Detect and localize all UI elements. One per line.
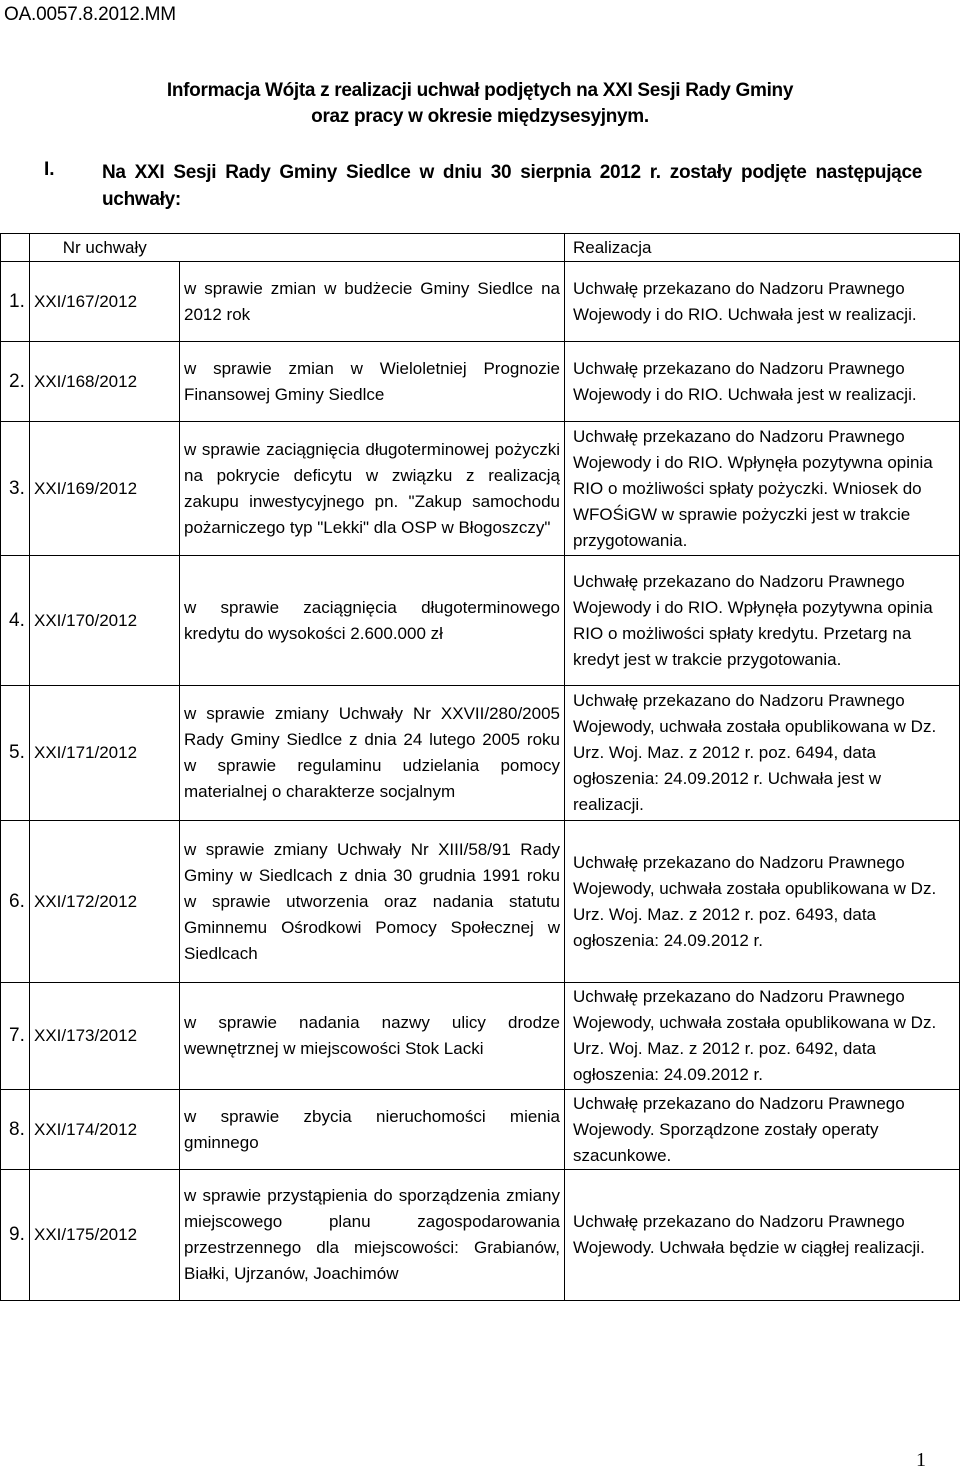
table-row (1, 686, 960, 821)
header-subject (180, 234, 565, 262)
row-index: 2. (1, 342, 30, 422)
header-realization: Realizacja (565, 234, 960, 262)
row-index: 6. (1, 821, 30, 983)
resolution-number: XXI/173/2012 (30, 983, 180, 1090)
table-row (1, 422, 960, 556)
header-index-cell (1, 234, 30, 262)
resolution-realization: Uchwałę przekazano do Nadzoru Prawnego Wojewody i do RIO. Wpłynęła pozytywna opinia RIO o możliwości spłaty pożyczki. Wniosek do WFOŚiGW w sprawie pożyczki jest w trakcie przygotowania. (565, 422, 960, 556)
section-number: I. (44, 159, 55, 180)
document-title-line-1: Informacja Wójta z realizacji uchwał podjętych na XXI Sesji Rady Gminy (166, 80, 794, 101)
resolution-realization: Uchwałę przekazano do Nadzoru Prawnego Wojewody i do RIO. Uchwała jest w realizacji. (565, 342, 960, 422)
row-index: 7. (1, 983, 30, 1090)
resolution-realization: Uchwałę przekazano do Nadzoru Prawnego Wojewody i do RIO. Uchwała jest w realizacji. (565, 262, 960, 342)
resolution-subject: w sprawie zaciągnięcia długoterminowej pożyczki na pokrycie deficytu w związku z realizacją zakupu inwestycyjnego pn. "Zakup samochodu pożarniczego typ "Lekki" dla OSP w Błogoszczy" (180, 422, 565, 556)
resolution-number: XXI/171/2012 (30, 686, 180, 821)
resolution-number: XXI/168/2012 (30, 342, 180, 422)
resolution-number: XXI/170/2012 (30, 556, 180, 686)
table-row (1, 1170, 960, 1301)
table-row (1, 821, 960, 983)
table-row (1, 1090, 960, 1170)
row-index: 1. (1, 262, 30, 342)
resolutions-table (0, 233, 960, 1301)
resolution-number: XXI/175/2012 (30, 1170, 180, 1301)
row-index: 9. (1, 1170, 30, 1301)
resolution-subject: w sprawie przystąpienia do sporządzenia zmiany miejscowego planu zagospodarowania przestrzennego dla miejscowości: Grabianów, Białki, Ujrzanów, Joachimów (180, 1170, 565, 1301)
resolution-subject: w sprawie zmiany Uchwały Nr XXVII/280/2005 Rady Gminy Siedlce z dnia 24 lutego 2005 roku w sprawie regulaminu udzielania pomocy materialnej o charakterze socjalnym (180, 686, 565, 821)
resolution-realization: Uchwałę przekazano do Nadzoru Prawnego Wojewody, uchwała została opublikowana w Dz. Urz. Woj. Maz. z 2012 r. poz. 6492, data ogłoszenia: 24.09.2012 r. (565, 983, 960, 1090)
table-header-row (1, 234, 960, 262)
resolution-number: XXI/174/2012 (30, 1090, 180, 1170)
resolution-number: XXI/169/2012 (30, 422, 180, 556)
resolution-subject: w sprawie zbycia nieruchomości mienia gminnego (180, 1090, 565, 1170)
page-number: 1 (916, 1449, 926, 1471)
resolution-number: XXI/167/2012 (30, 262, 180, 342)
resolution-realization: Uchwałę przekazano do Nadzoru Prawnego Wojewody, uchwała została opublikowana w Dz. Urz. Woj. Maz. z 2012 r. poz. 6493, data ogłoszenia: 24.09.2012 r. (565, 821, 960, 983)
resolution-subject: w sprawie zaciągnięcia długoterminowego kredytu do wysokości 2.600.000 zł (180, 556, 565, 686)
resolution-realization: Uchwałę przekazano do Nadzoru Prawnego Wojewody. Sporządzone zostały operaty szacunkowe. (565, 1090, 960, 1170)
resolution-subject: w sprawie nadania nazwy ulicy drodze wewnętrznej w miejscowości Stok Lacki (180, 983, 565, 1090)
header-number: Nr uchwały (30, 234, 180, 262)
document-reference: OA.0057.8.2012.MM (4, 4, 176, 25)
resolution-number: XXI/172/2012 (30, 821, 180, 983)
table-row (1, 556, 960, 686)
document-title-line-2: oraz pracy w okresie międzysesyjnym. (311, 106, 649, 127)
row-index: 5. (1, 686, 30, 821)
row-index: 8. (1, 1090, 30, 1170)
row-index: 3. (1, 422, 30, 556)
table-row (1, 342, 960, 422)
resolution-realization: Uchwałę przekazano do Nadzoru Prawnego Wojewody, uchwała została opublikowana w Dz. Urz. Woj. Maz. z 2012 r. poz. 6494, data ogłoszenia: 24.09.2012 r. Uchwała jest w realizacji. (565, 686, 960, 821)
table-row (1, 262, 960, 342)
table-row (1, 983, 960, 1090)
section-heading: Na XXI Sesji Rady Gminy Siedlce w dniu 30 sierpnia 2012 r. zostały podjęte następujące uchwały: (102, 162, 922, 210)
resolution-subject: w sprawie zmian w Wieloletniej Prognozie Finansowej Gminy Siedlce (180, 342, 565, 422)
row-index: 4. (1, 556, 30, 686)
resolution-realization: Uchwałę przekazano do Nadzoru Prawnego Wojewody. Uchwała będzie w ciągłej realizacji. (565, 1170, 960, 1301)
resolution-subject: w sprawie zmiany Uchwały Nr XIII/58/91 Rady Gminy w Siedlcach z dnia 30 grudnia 1991 roku w sprawie utworzenia oraz nadania statutu Gminnemu Ośrodkowi Pomocy Społecznej w Siedlcach (180, 821, 565, 983)
resolution-subject: w sprawie zmian w budżecie Gminy Siedlce na 2012 rok (180, 262, 565, 342)
resolution-realization: Uchwałę przekazano do Nadzoru Prawnego Wojewody i do RIO. Wpłynęła pozytywna opinia RIO o możliwości spłaty kredytu. Przetarg na kredyt jest w trakcie przygotowania. (565, 556, 960, 686)
